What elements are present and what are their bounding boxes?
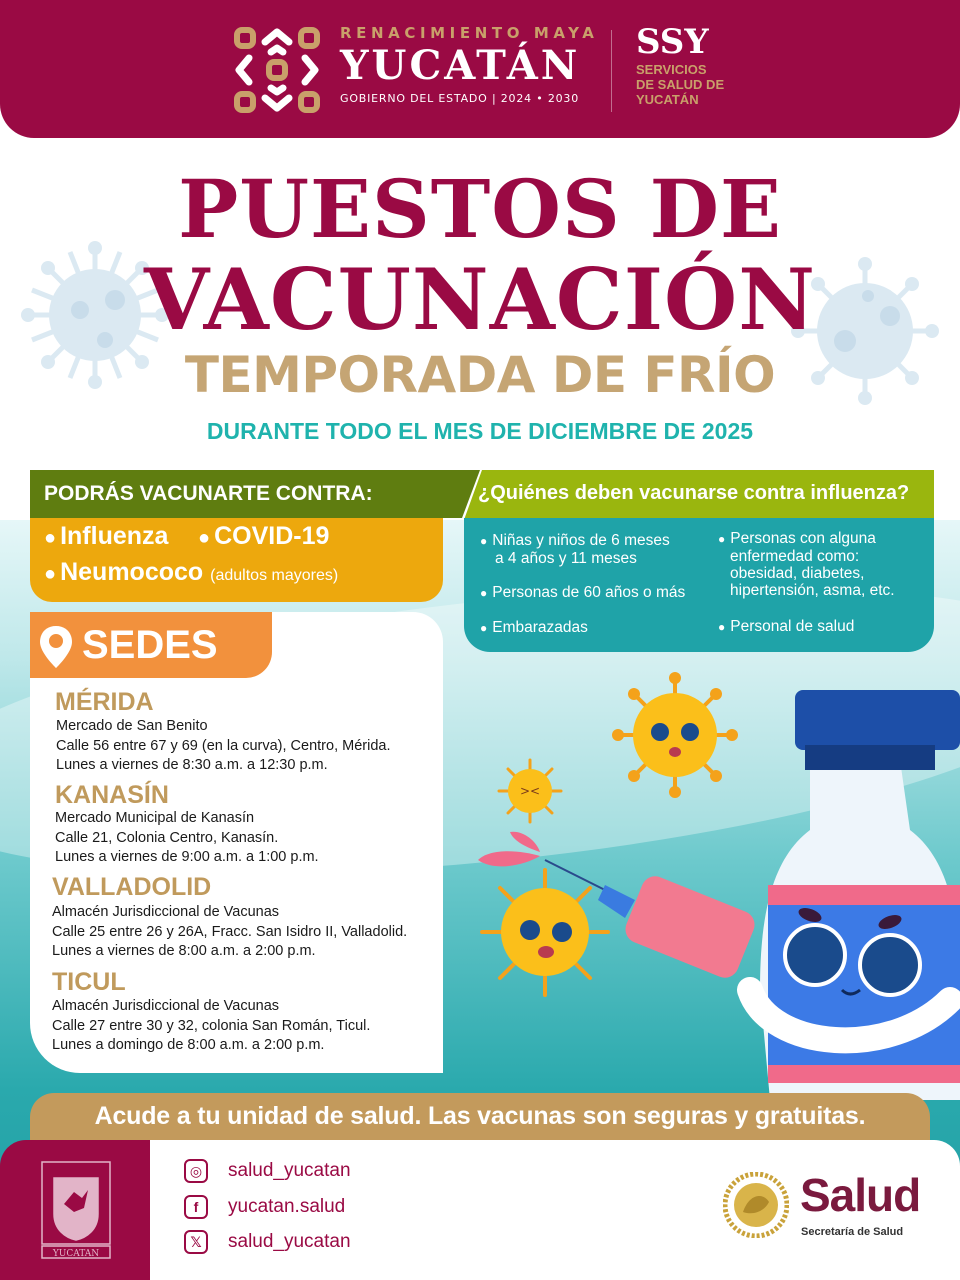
location-place: Almacén Jurisdiccional de Vacunas <box>52 998 280 1014</box>
bullet-icon: ● <box>198 527 211 549</box>
location-hours: Lunes a viernes de 8:00 a.m. a 2:00 p.m. <box>52 943 316 959</box>
banner-text: Acude a tu unidad de salud. Las vacunas son seguras y gratuitas. <box>94 1102 866 1130</box>
location-address: Calle 27 entre 30 y 32, colonia San Román, Ticul. <box>52 1017 371 1034</box>
mexico-seal-icon <box>723 1172 789 1238</box>
ssy-line1: SERVICIOS <box>636 62 707 77</box>
instagram-link[interactable] <box>184 1158 351 1184</box>
svg-text:><: >< <box>519 784 541 798</box>
location-address: Calle 56 entre 67 y 69 (en la curva), Centro, Mérida. <box>56 737 391 754</box>
title-line1: PUESTOS DE <box>178 162 782 256</box>
location-place: Mercado Municipal de Kanasín <box>55 810 255 826</box>
vaccine-item: ● COVID-19 <box>198 522 330 550</box>
yucatan-logo-text <box>340 24 600 105</box>
bullet-icon: ● <box>44 527 57 549</box>
city-name: KANASÍN <box>55 781 169 809</box>
bullet-icon: ● <box>718 532 726 546</box>
who-heading: ¿Quiénes deben vacunarse contra influenza? <box>478 482 910 504</box>
vaccines-heading: PODRÁS VACUNARTE CONTRA: <box>44 482 373 505</box>
yucatan-logo-icon <box>233 26 321 114</box>
social-handle: yucatan.salud <box>228 1196 346 1217</box>
who-item: ● Personal de salud <box>718 618 855 635</box>
ssy-abbr: SSY <box>636 22 709 62</box>
salud-logo-subtitle: Secretaría de Salud <box>801 1226 904 1238</box>
location-hours: Lunes a viernes de 9:00 a.m. a 1:00 p.m. <box>55 849 319 865</box>
x-twitter-link[interactable] <box>184 1229 351 1255</box>
who-item: ● Niñas y niños de 6 meses a 4 años y 11 meses <box>480 532 670 567</box>
logo-divider <box>611 30 612 112</box>
location-address: Calle 25 entre 26 y 26A, Fracc. San Isidro II, Valladolid. <box>52 923 408 940</box>
bullet-icon: ● <box>480 534 488 548</box>
vaccine-item: ● Influenza <box>44 522 169 550</box>
sedes-heading: SEDES <box>82 623 218 667</box>
location-hours: Lunes a viernes de 8:30 a.m. a 12:30 p.m. <box>56 757 328 773</box>
location-pin-icon <box>38 624 74 670</box>
location-details <box>52 903 407 962</box>
dateline: DURANTE TODO EL MES DE DICIEMBRE DE 2025 <box>206 418 754 444</box>
title-line2: VACUNACIÓN <box>144 250 816 349</box>
city-name: TICUL <box>52 968 126 996</box>
location-details <box>56 717 390 776</box>
location-place: Almacén Jurisdiccional de Vacunas <box>52 904 280 920</box>
social-handle: salud_yucatan <box>228 1160 351 1181</box>
who-item: ● Embarazadas <box>480 619 588 636</box>
ssy-line2: DE SALUD DE <box>636 77 725 92</box>
location-details <box>55 809 319 868</box>
facebook-link[interactable] <box>184 1194 345 1220</box>
social-handle: salud_yucatan <box>228 1231 351 1252</box>
vaccines-panel <box>30 518 443 602</box>
yucatan-crest-icon <box>38 1160 114 1260</box>
bullet-icon: ● <box>480 621 488 635</box>
location-details <box>52 997 370 1056</box>
instagram-icon: ◎ <box>184 1159 208 1183</box>
subtitle: TEMPORADA DE FRÍO <box>184 346 776 404</box>
virus-character-icon <box>499 760 561 822</box>
x-twitter-icon: 𝕏 <box>184 1230 208 1254</box>
ssy-line3: YUCATÁN <box>636 92 699 107</box>
bullet-icon: ● <box>480 586 488 600</box>
location-hours: Lunes a domingo de 8:00 a.m. a 2:00 p.m. <box>52 1037 325 1053</box>
logo-government: GOBIERNO DEL ESTADO | 2024 • 2030 <box>340 92 580 105</box>
bullet-icon: ● <box>718 620 726 634</box>
logo-tagline: RENACIMIENTO MAYA <box>340 24 599 42</box>
logo-state-name: YUCATÁN <box>340 42 581 89</box>
location-address: Calle 21, Colonia Centro, Kanasín. <box>55 829 279 846</box>
virus-character-icon <box>482 870 608 995</box>
svg-text:YUCATAN: YUCATAN <box>52 1249 100 1259</box>
city-name: MÉRIDA <box>55 688 154 716</box>
ssy-logo <box>636 22 724 107</box>
salud-logo-title: Salud <box>800 1169 921 1221</box>
vaccine-note: (adultos mayores) <box>210 567 339 584</box>
city-name: VALLADOLID <box>52 873 212 901</box>
facebook-icon: f <box>184 1195 208 1219</box>
location-place: Mercado de San Benito <box>56 718 208 734</box>
bullet-icon: ● <box>44 563 57 585</box>
who-panel <box>464 518 934 652</box>
virus-character-icon <box>612 672 738 798</box>
who-item: ● Personas de 60 años o más <box>480 584 686 601</box>
vaccine-item: ● Neumococo (adultos mayores) <box>44 558 339 586</box>
who-item: ● Personas con alguna enfermedad como: obesidad, diabetes, hipertensión, asma, etc. <box>718 530 895 599</box>
vaccine-vial-illustration <box>470 660 960 1100</box>
